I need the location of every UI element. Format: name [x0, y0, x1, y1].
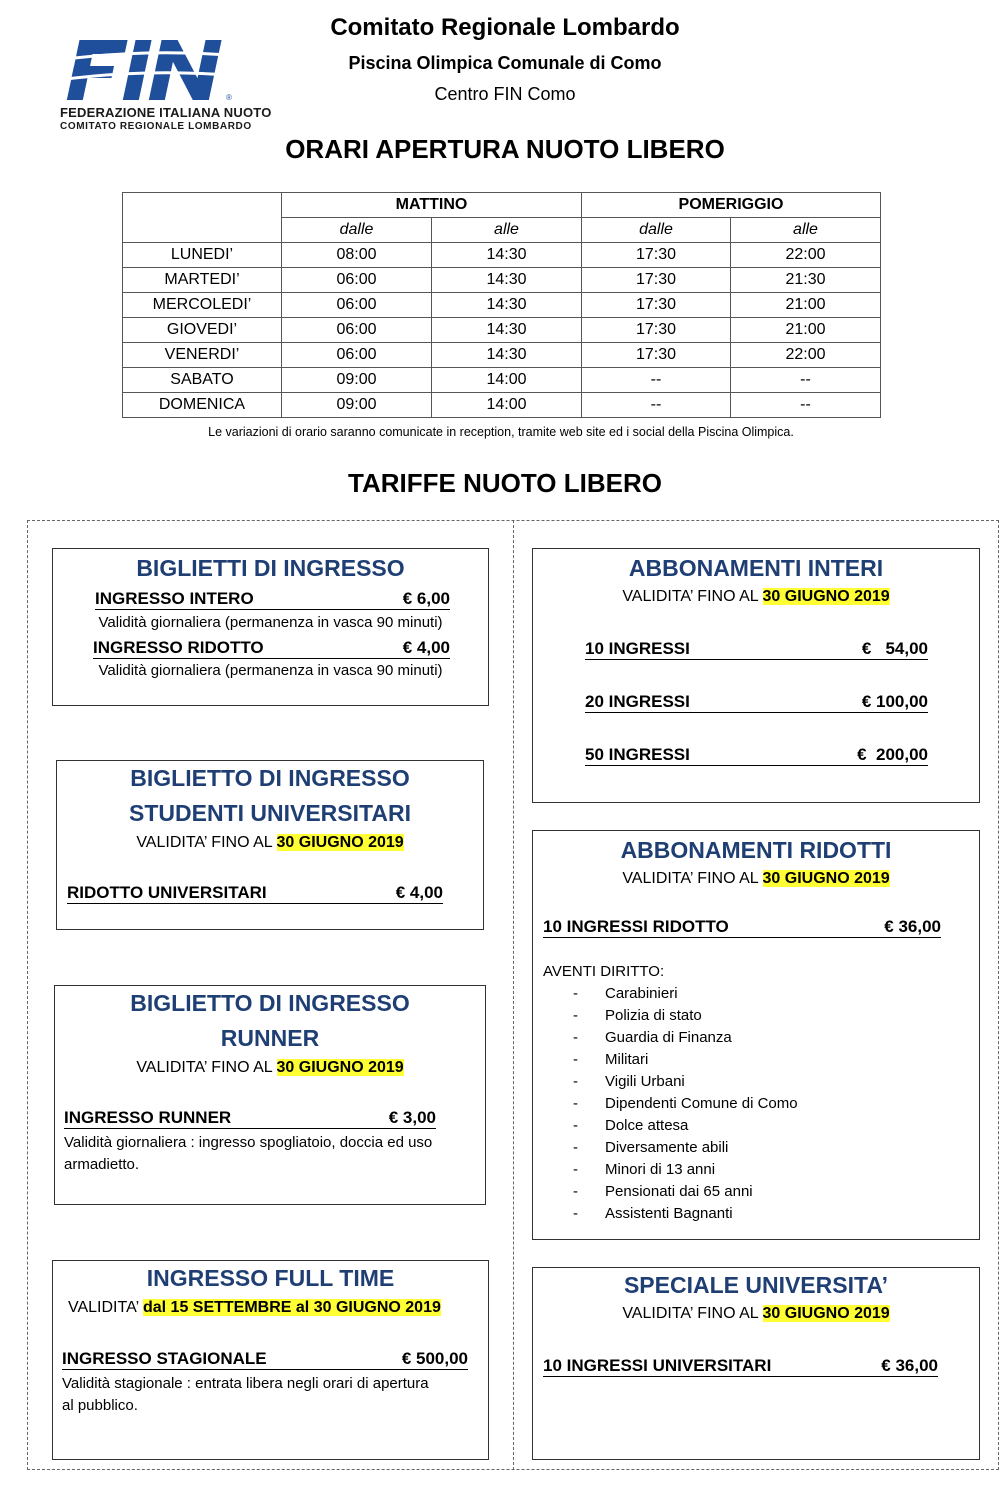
morning-from-cell: 06:00 — [282, 318, 432, 343]
subscription-price: € 100,00 — [861, 692, 928, 711]
afternoon-header: POMERIGGIO — [582, 193, 881, 218]
morning-from-cell: 09:00 — [282, 393, 432, 418]
university-special-box — [532, 1267, 980, 1460]
afternoon-from-cell: 17:30 — [582, 293, 731, 318]
validity-date: dal 15 SETTEMBRE al 30 GIUGNO 2019 — [142, 1299, 441, 1316]
afternoon-to-cell: -- — [731, 368, 881, 393]
svg-text:®: ® — [226, 93, 232, 102]
reduced-subscriptions-title: ABBONAMENTI RIDOTTI — [620, 837, 892, 863]
afternoon-to-header: alle — [731, 218, 881, 243]
venue-name: Piscina Olimpica Comunale di Como — [348, 53, 662, 73]
students-title-line1: BIGLIETTO DI INGRESSO — [130, 765, 410, 791]
eligible-item-text: Carabinieri — [605, 985, 678, 1002]
fulltime-validity — [68, 1299, 503, 1317]
bullet-dash: - — [573, 1161, 578, 1178]
table-corner — [123, 193, 282, 218]
students-title-line2: STUDENTI UNIVERSITARI — [129, 800, 411, 826]
subscription-label: 10 INGRESSI — [585, 639, 690, 658]
afternoon-to-cell: 21:30 — [731, 268, 881, 293]
bullet-dash: - — [573, 1007, 578, 1024]
bullet-dash: - — [573, 1117, 578, 1134]
morning-from-header: dalle — [282, 218, 432, 243]
eligible-item-text: Minori di 13 anni — [605, 1161, 716, 1178]
bullet-dash: - — [573, 1183, 578, 1200]
bullet-dash: - — [573, 1029, 578, 1046]
runner-box — [54, 985, 486, 1205]
validity-prefix: VALIDITA’ FINO AL — [622, 588, 763, 605]
schedule-row — [123, 368, 881, 393]
logo-committee-name: COMITATO REGIONALE LOMBARDO — [60, 121, 252, 132]
eligible-item-text: Guardia di Finanza — [605, 1029, 732, 1046]
eligible-title: AVENTI DIRITTO: — [543, 963, 665, 980]
afternoon-to-cell: 21:00 — [731, 318, 881, 343]
schedule-row — [123, 243, 881, 268]
day-cell: MERCOLEDI’ — [123, 293, 282, 318]
afternoon-from-cell: 17:30 — [582, 268, 731, 293]
morning-to-cell: 14:30 — [432, 318, 582, 343]
day-cell: SABATO — [123, 368, 282, 393]
tariffs-divider — [513, 520, 514, 1470]
reduced-subscription-row — [543, 917, 941, 938]
logo-federation-name: FEDERAZIONE ITALIANA NUOTO — [60, 105, 272, 120]
schedule-row — [123, 268, 881, 293]
afternoon-from-cell: 17:30 — [582, 343, 731, 368]
bullet-dash: - — [573, 1139, 578, 1156]
runner-validity — [55, 1059, 485, 1077]
afternoon-to-cell: 21:00 — [731, 293, 881, 318]
reduced-subscription-price: € 36,00 — [884, 917, 941, 936]
morning-from-cell: 06:00 — [282, 343, 432, 368]
center-name: Centro FIN Como — [434, 84, 576, 104]
students-label: RIDOTTO UNIVERSITARI — [67, 883, 267, 902]
fulltime-note-line1: Validità stagionale : entrata libera negli orari di apertura — [62, 1375, 429, 1392]
students-row — [67, 883, 443, 904]
validity-date: 30 GIUGNO 2019 — [762, 870, 890, 887]
day-cell: GIOVEDI’ — [123, 318, 282, 343]
full-subscriptions-validity — [533, 588, 979, 606]
reduced-ticket-label: INGRESSO RIDOTTO — [93, 638, 264, 657]
reduced-ticket-price: € 4,00 — [402, 638, 450, 657]
afternoon-to-cell: 22:00 — [731, 343, 881, 368]
subscription-label: 20 INGRESSI — [585, 692, 690, 711]
runner-note-line2: armadietto. — [64, 1156, 140, 1173]
validity-prefix: VALIDITA’ FINO AL — [136, 1059, 277, 1076]
runner-note-line1: Validità giornaliera : ingresso spogliatoio, doccia ed uso — [64, 1134, 433, 1151]
validity-date: 30 GIUGNO 2019 — [276, 1059, 404, 1076]
morning-from-cell: 09:00 — [282, 368, 432, 393]
runner-label: INGRESSO RUNNER — [64, 1108, 232, 1127]
afternoon-from-cell: -- — [582, 393, 731, 418]
day-cell: VENERDI’ — [123, 343, 282, 368]
validity-date: 30 GIUGNO 2019 — [762, 588, 890, 605]
subscription-row-10 — [585, 639, 928, 660]
afternoon-to-cell: -- — [731, 393, 881, 418]
eligible-item-text: Pensionati dai 65 anni — [605, 1183, 753, 1200]
fulltime-note-line2: al pubblico. — [62, 1397, 138, 1414]
morning-header: MATTINO — [282, 193, 582, 218]
schedule-row — [123, 293, 881, 318]
morning-to-cell: 14:30 — [432, 343, 582, 368]
eligible-item-text: Dipendenti Comune di Como — [605, 1095, 798, 1112]
bullet-dash: - — [573, 1205, 578, 1222]
day-cell: LUNEDI’ — [123, 243, 282, 268]
validity-prefix: VALIDITA’ FINO AL — [622, 1305, 763, 1322]
runner-price: € 3,00 — [388, 1108, 436, 1127]
full-subscriptions-title: ABBONAMENTI INTERI — [628, 555, 884, 581]
tickets-title: BIGLIETTI DI INGRESSO — [136, 555, 405, 581]
full-ticket-price: € 6,00 — [402, 589, 450, 608]
subscription-row-20 — [585, 692, 928, 713]
runner-title-line1: BIGLIETTO DI INGRESSO — [130, 990, 410, 1016]
opening-hours-table — [122, 192, 881, 418]
eligible-item-text: Polizia di stato — [605, 1007, 702, 1024]
validity-prefix: VALIDITA’ FINO AL — [622, 870, 763, 887]
morning-to-cell: 14:00 — [432, 393, 582, 418]
bullet-dash: - — [573, 985, 578, 1002]
hours-title: ORARI APERTURA NUOTO LIBERO — [285, 134, 725, 164]
students-box — [56, 760, 484, 930]
university-special-title: SPECIALE UNIVERSITA’ — [623, 1272, 889, 1298]
bullet-dash: - — [573, 1073, 578, 1090]
reduced-subscription-label: 10 INGRESSI RIDOTTO — [543, 917, 729, 936]
students-validity — [57, 834, 483, 852]
afternoon-from-cell: -- — [582, 368, 731, 393]
eligible-item-text: Diversamente abili — [605, 1139, 729, 1156]
reduced-ticket-row — [93, 638, 450, 659]
organization-title: Comitato Regionale Lombardo — [330, 14, 680, 41]
day-cell: MARTEDI’ — [123, 268, 282, 293]
morning-from-cell: 06:00 — [282, 268, 432, 293]
full-subscriptions-box — [532, 548, 980, 803]
eligible-item-text: Dolce attesa — [605, 1117, 689, 1134]
schedule-row — [123, 318, 881, 343]
full-ticket-row — [95, 589, 450, 610]
validity-date: 30 GIUGNO 2019 — [276, 834, 404, 851]
runner-row — [64, 1108, 436, 1129]
validity-date: 30 GIUGNO 2019 — [762, 1305, 890, 1322]
reduced-subscriptions-box — [532, 830, 980, 1240]
reduced-subscriptions-validity — [533, 870, 979, 888]
schedule-row — [123, 343, 881, 368]
morning-to-cell: 14:30 — [432, 293, 582, 318]
university-special-row — [543, 1356, 938, 1377]
bullet-dash: - — [573, 1095, 578, 1112]
fulltime-row — [62, 1349, 468, 1370]
afternoon-from-cell: 17:30 — [582, 318, 731, 343]
subscription-row-50 — [585, 745, 928, 766]
reduced-ticket-note: Validità giornaliera (permanenza in vasca 90 minuti) — [98, 662, 443, 679]
bullet-dash: - — [573, 1051, 578, 1068]
full-ticket-label: INGRESSO INTERO — [95, 589, 254, 608]
fulltime-box — [52, 1260, 489, 1460]
subscription-price: € 200,00 — [857, 745, 928, 764]
morning-to-cell: 14:00 — [432, 368, 582, 393]
university-special-label: 10 INGRESSI UNIVERSITARI — [543, 1356, 772, 1375]
students-price: € 4,00 — [395, 883, 443, 902]
fulltime-label: INGRESSO STAGIONALE — [62, 1349, 267, 1368]
eligible-item-text: Assistenti Bagnanti — [605, 1205, 733, 1222]
tickets-box — [52, 548, 489, 706]
day-cell: DOMENICA — [123, 393, 282, 418]
university-special-price: € 36,00 — [881, 1356, 938, 1375]
schedule-row — [123, 393, 881, 418]
afternoon-from-cell: 17:30 — [582, 243, 731, 268]
full-ticket-note: Validità giornaliera (permanenza in vasca 90 minuti) — [98, 614, 443, 631]
validity-prefix: VALIDITA’ FINO AL — [136, 834, 277, 851]
subscription-label: 50 INGRESSI — [585, 745, 690, 764]
morning-to-cell: 14:30 — [432, 243, 582, 268]
runner-title-line2: RUNNER — [220, 1025, 320, 1051]
table-corner-sub — [123, 218, 282, 243]
morning-to-cell: 14:30 — [432, 268, 582, 293]
eligible-item-text: Militari — [605, 1051, 649, 1068]
morning-from-cell: 06:00 — [282, 293, 432, 318]
schedule-note: Le variazioni di orario saranno comunicate in reception, tramite web site ed i social della Piscina Olimpica. — [208, 425, 794, 439]
university-special-validity — [533, 1305, 979, 1323]
afternoon-to-cell: 22:00 — [731, 243, 881, 268]
fulltime-title: INGRESSO FULL TIME — [146, 1265, 395, 1291]
subscription-price: € 54,00 — [861, 639, 928, 658]
fulltime-price: € 500,00 — [401, 1349, 468, 1368]
validity-prefix: VALIDITA’ — [68, 1299, 143, 1316]
afternoon-from-header: dalle — [582, 218, 731, 243]
morning-from-cell: 08:00 — [282, 243, 432, 268]
eligible-item-text: Vigili Urbani — [605, 1073, 685, 1090]
morning-to-header: alle — [432, 218, 582, 243]
tariffs-title: TARIFFE NUOTO LIBERO — [348, 468, 662, 498]
